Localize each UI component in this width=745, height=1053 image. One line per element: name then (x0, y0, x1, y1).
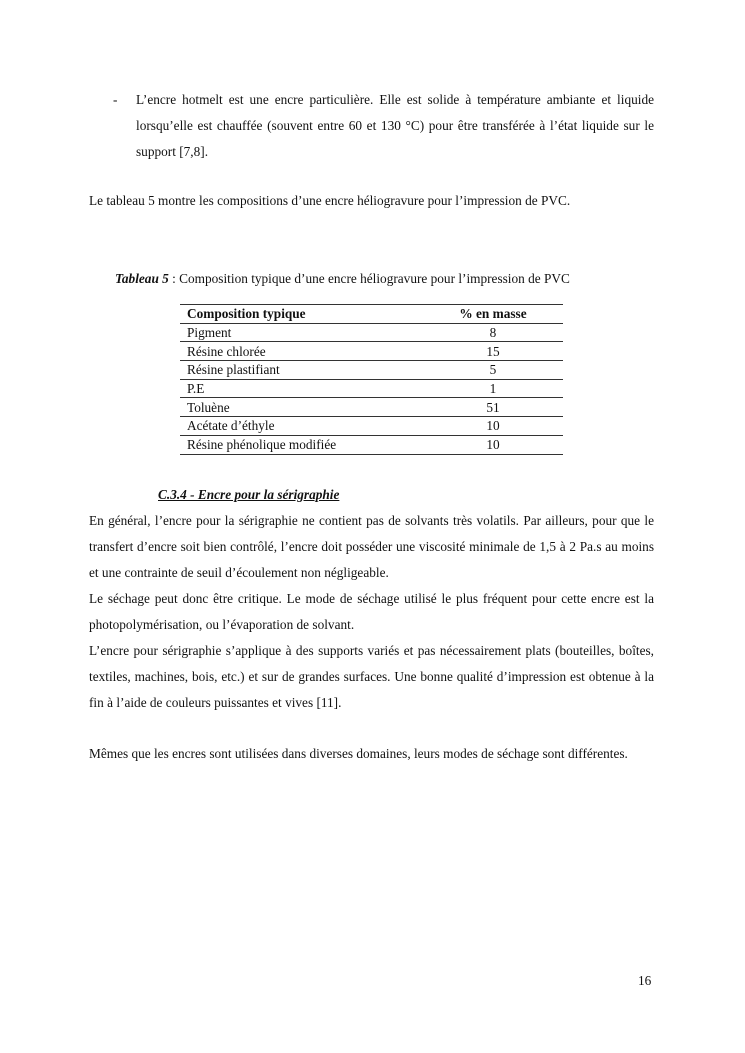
header-composition: Composition typique (180, 305, 436, 324)
header-mass-percent: % en masse (436, 305, 563, 324)
table-row (180, 417, 563, 436)
composition-table (180, 304, 563, 455)
bullet-dash: - (113, 92, 118, 107)
table-row (180, 379, 563, 398)
cell-value: 51 (436, 398, 563, 417)
cell-value: 10 (436, 435, 563, 454)
paragraph-viscosity: En général, l’encre pour la sérigraphie ne contient pas de solvants très volatils. Par ailleurs, pour que le transfert d’encre soit bien contrôlé, l’encre doit posséder une viscosité minimale de 1,5 à 2 Pa.s au moins et une contrainte de seuil d’écoulement non négligeable. (89, 513, 654, 580)
cell-value: 5 (436, 361, 563, 380)
table-caption-label: Tableau 5 (115, 271, 169, 286)
intro-paragraph: Le tableau 5 montre les compositions d’une encre héliogravure pour l’impression de PVC. (89, 193, 571, 208)
closing-paragraph: Mêmes que les encres sont utilisées dans diverses domaines, leurs modes de séchage sont différentes. (89, 746, 628, 761)
table-row (180, 398, 563, 417)
section-heading: C.3.4 - Encre pour la sérigraphie (158, 487, 340, 502)
paragraph-supports: L’encre pour sérigraphie s’applique à des supports variés et pas nécessairement plats (bouteilles, boîtes, textiles, machines, bois, etc.) et sur de grandes surfaces. Une bonne qualité d’impression est obtenue à la fin à l’aide de couleurs puissantes et vives [11]. (89, 643, 654, 710)
cell-value: 10 (436, 417, 563, 436)
table-header-row (180, 305, 563, 324)
cell-component: Acétate d’éthyle (180, 417, 436, 436)
cell-value: 1 (436, 379, 563, 398)
cell-component: Toluène (180, 398, 436, 417)
table-row (180, 342, 563, 361)
table-row (180, 361, 563, 380)
table-row (180, 435, 563, 454)
cell-component: Résine phénolique modifiée (180, 435, 436, 454)
paragraph-drying: Le séchage peut donc être critique. Le mode de séchage utilisé le plus fréquent pour cette encre est la photopolymérisation, ou l’évaporation de solvant. (89, 591, 654, 632)
cell-value: 8 (436, 323, 563, 342)
cell-component: Pigment (180, 323, 436, 342)
cell-value: 15 (436, 342, 563, 361)
table-caption-text: : Composition typique d’une encre héliogravure pour l’impression de PVC (168, 271, 570, 286)
page-number: 16 (638, 973, 652, 988)
bullet-paragraph: L’encre hotmelt est une encre particulière. Elle est solide à température ambiante et liquide lorsqu’elle est chauffée (souvent entre 60 et 130 °C) pour être transférée à l’état liquide sur le support [7,8]. (136, 92, 654, 159)
cell-component: Résine plastifiant (180, 361, 436, 380)
table-row (180, 323, 563, 342)
cell-component: P.E (180, 379, 436, 398)
body-text (89, 508, 654, 716)
table-caption (115, 268, 570, 290)
cell-component: Résine chlorée (180, 342, 436, 361)
